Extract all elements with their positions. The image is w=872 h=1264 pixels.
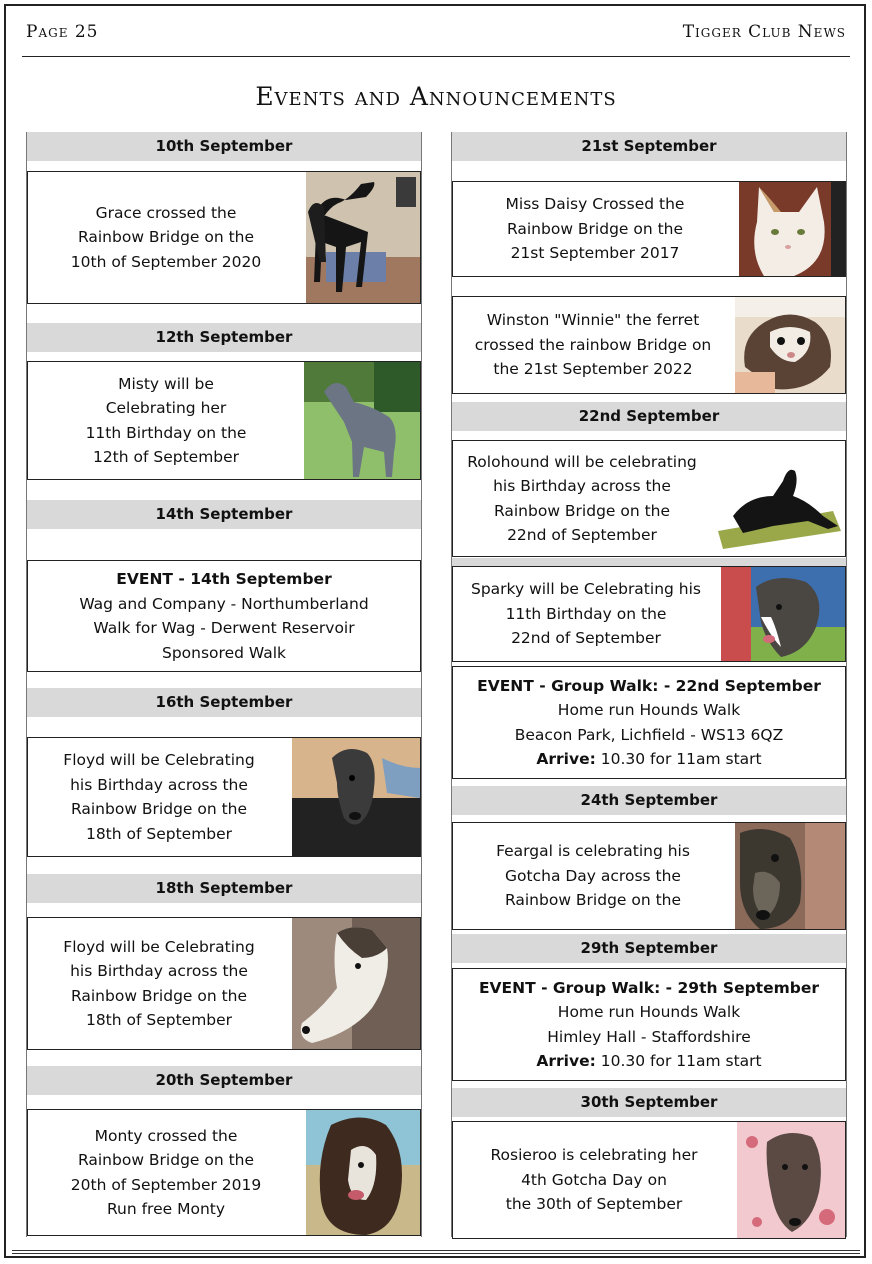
announcement-card [452, 296, 846, 394]
event-line: Beacon Park, Lichfield - WS13 6QZ [514, 725, 784, 744]
announcement-text: Feargal is celebrating his Gotcha Day across the Rainbow Bridge on the [496, 842, 690, 910]
bottom-rule [12, 1250, 860, 1254]
announcement-card [452, 440, 846, 557]
date-heading: 10th September [27, 132, 421, 161]
dog-photo [735, 823, 845, 929]
date-heading: 24th September [452, 786, 846, 815]
dog-photo [292, 738, 420, 856]
announcement-card [452, 822, 846, 930]
publication-title: Tigger Club News [682, 22, 846, 42]
dog-photo [292, 918, 420, 1049]
announcement-card [452, 181, 846, 277]
section-title: Events and Announcements [255, 82, 617, 111]
event-details [28, 561, 420, 671]
announcement-card [27, 917, 421, 1050]
announcement-text: Grace crossed the Rainbow Bridge on the 10th of September 2020 [70, 203, 262, 271]
event-line: Wag and Company - Northumberland [79, 594, 369, 613]
announcement-card [452, 1121, 846, 1239]
announcement-text: Floyd will be Celebrating his Birthday across the Rainbow Bridge on the 18th of September [63, 937, 255, 1029]
date-heading: 16th September [27, 688, 421, 717]
event-arrival: Arrive: 10.30 for 11am start [536, 750, 762, 768]
announcement-card [27, 361, 421, 480]
event-details [453, 667, 845, 778]
date-heading: 21st September [452, 132, 846, 161]
announcement-text: Sparky will be Celebrating his 11th Birthday on the 22nd of September [471, 580, 701, 648]
announcement-text: Miss Daisy Crossed the Rainbow Bridge on the 21st September 2017 [505, 195, 685, 263]
announcement-text: Rosieroo is celebrating her 4th Gotcha Day on the 30th of September [490, 1146, 698, 1214]
dog-photo [306, 1110, 420, 1235]
date-heading: 14th September [27, 500, 421, 529]
right-column [451, 132, 847, 1237]
announcement-card [27, 1109, 421, 1236]
dog-photo [721, 567, 845, 661]
event-details [453, 969, 845, 1080]
announcement-text: Winston "Winnie" the ferret crossed the rainbow Bridge on the 21st September 2022 [474, 311, 712, 379]
announcement-text: Misty will be Celebrating her 11th Birthday on the 12th of September [85, 374, 247, 466]
event-line: Walk for Wag - Derwent Reservoir [93, 619, 355, 637]
announcement-text: Floyd will be Celebrating his Birthday across the Rainbow Bridge on the 18th of September [63, 751, 255, 843]
date-spacer [452, 558, 846, 566]
announcement-card [27, 171, 421, 304]
announcement-card [27, 737, 421, 857]
event-title: EVENT - 14th September [116, 570, 332, 588]
event-arrival: Arrive: 10.30 for 11am start [536, 1052, 762, 1070]
event-title: EVENT - Group Walk: - 22nd September [477, 676, 821, 695]
date-heading: 29th September [452, 934, 846, 963]
left-column [26, 132, 422, 1237]
date-heading: 12th September [27, 323, 421, 352]
event-line: Home run Hounds Walk [557, 1003, 741, 1021]
event-line: Himley Hall - Staffordshire [547, 1027, 751, 1046]
dog-photo [306, 172, 420, 303]
event-line: Sponsored Walk [162, 643, 286, 662]
header-divider [22, 56, 850, 57]
event-card [452, 968, 846, 1081]
announcement-text: Rolohound will be celebrating his Birthday across the Rainbow Bridge on the 22nd of September [467, 452, 697, 544]
announcement-card [452, 566, 846, 662]
date-heading: 22nd September [452, 402, 846, 431]
cat-photo [739, 182, 845, 276]
ferret-photo [735, 297, 845, 393]
dog-photo [304, 362, 420, 479]
event-title: EVENT - Group Walk: - 29th September [478, 978, 820, 997]
dog-photo [713, 441, 845, 556]
dog-photo [737, 1122, 845, 1238]
date-heading: 30th September [452, 1088, 846, 1117]
announcement-text: Monty crossed the Rainbow Bridge on the 20th of September 2019 Run free Monty [70, 1126, 262, 1218]
event-card [27, 560, 421, 672]
event-card [452, 666, 846, 779]
page-number: Page 25 [26, 22, 99, 42]
date-heading: 20th September [27, 1066, 421, 1095]
event-line: Home run Hounds Walk [557, 701, 741, 719]
date-heading: 18th September [27, 874, 421, 903]
